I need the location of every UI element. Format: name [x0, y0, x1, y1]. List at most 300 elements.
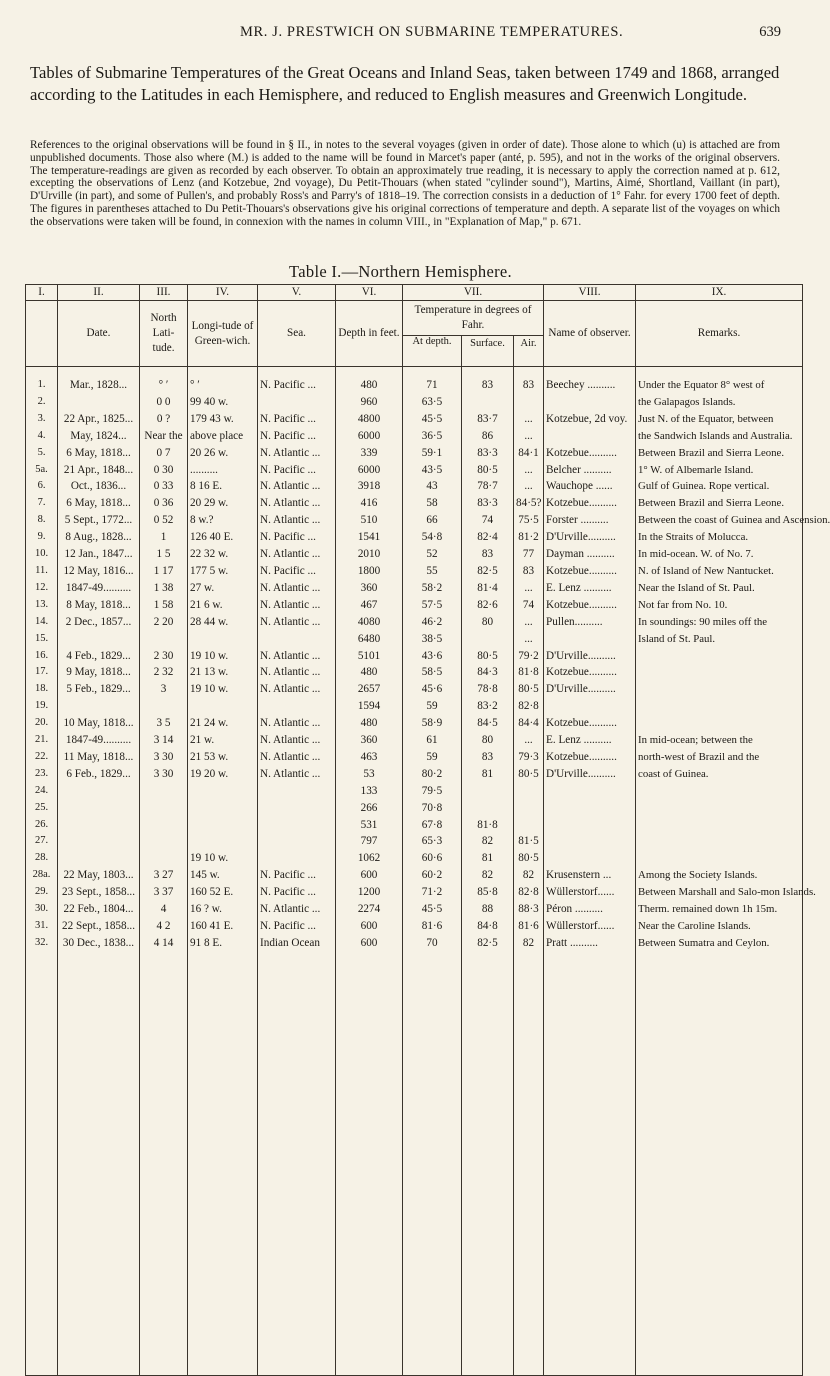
- sea-cell: N. Atlantic ...: [258, 766, 336, 783]
- remarks-cell: Among the Society Islands.: [636, 867, 803, 884]
- date-cell: [58, 783, 140, 800]
- depth-cell: 797: [336, 833, 403, 850]
- table-body: [26, 367, 830, 1376]
- temp-surface-cell: 82·5: [462, 935, 514, 1376]
- remarks-cell: Between Brazil and Sierra Leone.: [636, 495, 803, 512]
- latitude-cell: 4 2: [140, 918, 188, 935]
- temp-air-cell: [514, 817, 544, 834]
- sea-cell: N. Pacific ...: [258, 918, 336, 935]
- depth-cell: 2010: [336, 546, 403, 563]
- temp-air-cell: 83: [514, 563, 544, 580]
- row-number: 14.: [26, 614, 58, 631]
- observer-cell: Wauchope ......: [544, 478, 636, 495]
- remarks-cell: Near the Caroline Islands.: [636, 918, 803, 935]
- col-surface-label: Surface.: [462, 336, 514, 367]
- temp-at-depth-cell: 54·8: [403, 529, 462, 546]
- observer-cell: [544, 817, 636, 834]
- row-number: 1.: [26, 367, 58, 394]
- depth-cell: 360: [336, 732, 403, 749]
- row-number: 5.: [26, 445, 58, 462]
- temp-surface-cell: 82: [462, 833, 514, 850]
- temp-air-cell: 82: [514, 935, 544, 1376]
- temp-air-cell: [514, 800, 544, 817]
- temp-air-cell: 79·3: [514, 749, 544, 766]
- latitude-cell: 2 30: [140, 648, 188, 665]
- table-row: [26, 411, 803, 428]
- date-cell: May, 1824...: [58, 428, 140, 445]
- temp-at-depth-cell: 36·5: [403, 428, 462, 445]
- temp-surface-cell: 86: [462, 428, 514, 445]
- sea-cell: [258, 850, 336, 867]
- remarks-cell: Between Brazil and Sierra Leone.: [636, 445, 803, 462]
- col-no-label: [26, 301, 58, 367]
- temp-air-cell: 84·4: [514, 715, 544, 732]
- remarks-cell: In mid-ocean; between the: [636, 732, 803, 749]
- temp-air-cell: ...: [514, 428, 544, 445]
- temp-air-cell: 80·5: [514, 681, 544, 698]
- temp-surface-cell: 81: [462, 850, 514, 867]
- sea-cell: N. Atlantic ...: [258, 597, 336, 614]
- longitude-cell: 21 13 w.: [188, 664, 258, 681]
- temp-surface-cell: 78·8: [462, 681, 514, 698]
- table-row: [26, 428, 803, 445]
- temp-at-depth-cell: 58·5: [403, 664, 462, 681]
- temp-surface-cell: [462, 394, 514, 411]
- longitude-cell: 16 ? w.: [188, 901, 258, 918]
- depth-cell: 467: [336, 597, 403, 614]
- table-row: [26, 817, 803, 834]
- date-cell: [58, 631, 140, 648]
- depth-cell: 2274: [336, 901, 403, 918]
- table-row: [26, 867, 803, 884]
- longitude-cell: [188, 783, 258, 800]
- longitude-cell: 179 43 w.: [188, 411, 258, 428]
- table-row: [26, 698, 803, 715]
- longitude-cell: 91 8 E.: [188, 935, 258, 1376]
- temp-surface-cell: 83: [462, 367, 514, 394]
- depth-cell: 600: [336, 918, 403, 935]
- col-sea-label: Sea.: [258, 301, 336, 367]
- row-number: 26.: [26, 817, 58, 834]
- observer-cell: E. Lenz ..........: [544, 580, 636, 597]
- latitude-cell: 1 17: [140, 563, 188, 580]
- temp-at-depth-cell: 43: [403, 478, 462, 495]
- date-cell: 6 Feb., 1829...: [58, 766, 140, 783]
- depth-cell: 1200: [336, 884, 403, 901]
- table-row: [26, 766, 803, 783]
- row-number: 24.: [26, 783, 58, 800]
- sea-cell: [258, 698, 336, 715]
- remarks-cell: [636, 817, 803, 834]
- table-row: [26, 495, 803, 512]
- observer-cell: Forster ..........: [544, 512, 636, 529]
- observer-cell: D'Urville..........: [544, 648, 636, 665]
- depth-cell: 416: [336, 495, 403, 512]
- col-date-numeral: II.: [58, 285, 140, 301]
- table-row: [26, 884, 803, 901]
- table-row: [26, 749, 803, 766]
- table-row: [26, 681, 803, 698]
- temp-at-depth-cell: 70: [403, 935, 462, 1376]
- row-number: 21.: [26, 732, 58, 749]
- remarks-cell: Gulf of Guinea. Rope vertical.: [636, 478, 803, 495]
- date-cell: Mar., 1828...: [58, 367, 140, 394]
- longitude-cell: 27 w.: [188, 580, 258, 597]
- remarks-cell: [636, 800, 803, 817]
- longitude-cell: 21 6 w.: [188, 597, 258, 614]
- remarks-cell: [636, 715, 803, 732]
- table-row: [26, 732, 803, 749]
- temp-surface-cell: 82·4: [462, 529, 514, 546]
- table-row: [26, 445, 803, 462]
- date-cell: 22 Feb., 1804...: [58, 901, 140, 918]
- observer-cell: D'Urville..........: [544, 766, 636, 783]
- temp-at-depth-cell: 38·5: [403, 631, 462, 648]
- row-number: 17.: [26, 664, 58, 681]
- latitude-cell: 1 5: [140, 546, 188, 563]
- longitude-cell: [188, 817, 258, 834]
- date-cell: 6 May, 1818...: [58, 445, 140, 462]
- sea-cell: N. Atlantic ...: [258, 681, 336, 698]
- row-number: 28.: [26, 850, 58, 867]
- date-cell: 1847-49..........: [58, 580, 140, 597]
- temp-air-cell: 79·2: [514, 648, 544, 665]
- depth-cell: 6000: [336, 462, 403, 479]
- latitude-cell: 3 30: [140, 766, 188, 783]
- remarks-cell: [636, 648, 803, 665]
- temp-air-cell: 82: [514, 867, 544, 884]
- temp-surface-cell: 80·5: [462, 462, 514, 479]
- row-number: 18.: [26, 681, 58, 698]
- table-row: [26, 783, 803, 800]
- longitude-cell: 22 32 w.: [188, 546, 258, 563]
- observer-cell: E. Lenz ..........: [544, 732, 636, 749]
- row-number: 13.: [26, 597, 58, 614]
- temp-at-depth-cell: 45·5: [403, 901, 462, 918]
- temp-air-cell: 75·5: [514, 512, 544, 529]
- longitude-cell: 19 10 w.: [188, 648, 258, 665]
- running-head: [0, 24, 801, 44]
- depth-cell: 531: [336, 817, 403, 834]
- sea-cell: [258, 817, 336, 834]
- table-row: [26, 648, 803, 665]
- row-number: 3.: [26, 411, 58, 428]
- longitude-cell: 21 53 w.: [188, 749, 258, 766]
- temperature-table: [25, 284, 830, 1376]
- temp-surface-cell: 80·5: [462, 648, 514, 665]
- temp-air-cell: ...: [514, 614, 544, 631]
- temp-at-depth-cell: 57·5: [403, 597, 462, 614]
- temp-surface-cell: 74: [462, 512, 514, 529]
- temp-air-cell: 80·5: [514, 766, 544, 783]
- date-cell: 12 May, 1816...: [58, 563, 140, 580]
- latitude-cell: [140, 698, 188, 715]
- latitude-cell: 3 30: [140, 749, 188, 766]
- col-lon-numeral: IV.: [188, 285, 258, 301]
- longitude-cell: 21 w.: [188, 732, 258, 749]
- remarks-cell: [636, 698, 803, 715]
- sea-cell: N. Atlantic ...: [258, 580, 336, 597]
- temp-air-cell: 74: [514, 597, 544, 614]
- sea-cell: N. Pacific ...: [258, 867, 336, 884]
- intro-paragraph: References to the original observations will be found in § II., in notes to the several voyages (given in order of date). Those alone to which (u) is attached are from unpublished documents. Those also where (M.) is added to the name will be found in Marcet's paper (anté, p. 595), and not in the works of the original observers. The temperature-readings are given as recorded by each observer. To obtain an approximately true reading, it is necessary to apply the correction named at p. 612, excepting the observations of Lenz (and Kotzebue, 2nd voyage), Du Petit-Thouars (when stated "cylinder sound"), Martins, Aimé, Shortland, Vaillant (in part), D'Urville (in part), and some of Pullen's, and probably Ross's and Parry's of 1818–19. The correction consists in a deduction of 1° Fahr. for every 1700 feet of depth. The figures in parentheses attached to Du Petit-Thouars's observations give his original corrections of temperature and depth. A separate list of the voyages on which the observations were taken will be found, in connexion with the names in column VIII., in "Explanation of Map," p. 671.: [30, 139, 780, 228]
- temp-surface-cell: 78·7: [462, 478, 514, 495]
- temp-surface-cell: [462, 800, 514, 817]
- date-cell: 8 Aug., 1828...: [58, 529, 140, 546]
- depth-cell: 6000: [336, 428, 403, 445]
- temp-at-depth-cell: 46·2: [403, 614, 462, 631]
- remarks-cell: [636, 681, 803, 698]
- observer-cell: Pullen..........: [544, 614, 636, 631]
- temp-surface-cell: 83: [462, 546, 514, 563]
- temp-air-cell: 83: [514, 367, 544, 394]
- depth-cell: 4800: [336, 411, 403, 428]
- remarks-cell: the Sandwich Islands and Australia.: [636, 428, 803, 445]
- table-row: [26, 546, 803, 563]
- latitude-cell: ° ′: [140, 367, 188, 394]
- temp-air-cell: ...: [514, 631, 544, 648]
- remarks-cell: In soundings: 90 miles off the: [636, 614, 803, 631]
- temp-air-cell: 82·8: [514, 884, 544, 901]
- temp-air-cell: ...: [514, 478, 544, 495]
- temp-surface-cell: 83·3: [462, 495, 514, 512]
- row-number: 2.: [26, 394, 58, 411]
- row-number: 31.: [26, 918, 58, 935]
- temp-air-cell: 81·6: [514, 918, 544, 935]
- observer-cell: D'Urville..........: [544, 681, 636, 698]
- date-cell: 11 May, 1818...: [58, 749, 140, 766]
- temp-air-cell: ...: [514, 732, 544, 749]
- row-number: 11.: [26, 563, 58, 580]
- latitude-cell: 3 37: [140, 884, 188, 901]
- page-number: 639: [759, 24, 781, 40]
- table-row: [26, 580, 803, 597]
- temp-surface-cell: 83·3: [462, 445, 514, 462]
- row-number: 10.: [26, 546, 58, 563]
- latitude-cell: 3 27: [140, 867, 188, 884]
- date-cell: 8 May, 1818...: [58, 597, 140, 614]
- temp-surface-cell: [462, 631, 514, 648]
- temp-surface-cell: 81·8: [462, 817, 514, 834]
- temp-surface-cell: 82: [462, 867, 514, 884]
- row-number: 5a.: [26, 462, 58, 479]
- remarks-cell: N. of Island of New Nantucket.: [636, 563, 803, 580]
- date-cell: 4 Feb., 1829...: [58, 648, 140, 665]
- observer-cell: Krusenstern ...: [544, 867, 636, 884]
- table-row: [26, 394, 803, 411]
- table-row: [26, 935, 803, 1376]
- row-number: 27.: [26, 833, 58, 850]
- row-number: 30.: [26, 901, 58, 918]
- col-temp-label: Temperature in degrees of Fahr.: [403, 301, 544, 336]
- sea-cell: N. Atlantic ...: [258, 732, 336, 749]
- date-cell: [58, 850, 140, 867]
- remarks-cell: Under the Equator 8° west of: [636, 367, 803, 394]
- col-depth-numeral: VI.: [336, 285, 403, 301]
- sea-cell: N. Pacific ...: [258, 884, 336, 901]
- date-cell: 5 Sept., 1772...: [58, 512, 140, 529]
- remarks-cell: [636, 833, 803, 850]
- remarks-cell: Between Marshall and Salo-mon Islands.: [636, 884, 803, 901]
- temp-at-depth-cell: 60·2: [403, 867, 462, 884]
- row-number: 8.: [26, 512, 58, 529]
- temp-at-depth-cell: 65·3: [403, 833, 462, 850]
- longitude-cell: 19 10 w.: [188, 681, 258, 698]
- col-no-numeral: I.: [26, 285, 58, 301]
- temp-surface-cell: 81: [462, 766, 514, 783]
- sea-cell: [258, 800, 336, 817]
- date-cell: 1847-49..........: [58, 732, 140, 749]
- sea-cell: N. Atlantic ...: [258, 495, 336, 512]
- temp-at-depth-cell: 67·8: [403, 817, 462, 834]
- temp-at-depth-cell: 43·5: [403, 462, 462, 479]
- date-cell: 21 Apr., 1848...: [58, 462, 140, 479]
- longitude-cell: [188, 631, 258, 648]
- longitude-cell: ° ′: [188, 367, 258, 394]
- depth-cell: 1541: [336, 529, 403, 546]
- longitude-cell: 99 40 w.: [188, 394, 258, 411]
- remarks-cell: Not far from No. 10.: [636, 597, 803, 614]
- row-number: 20.: [26, 715, 58, 732]
- date-cell: 22 Sept., 1858...: [58, 918, 140, 935]
- observer-cell: Kotzebue..........: [544, 445, 636, 462]
- observer-cell: D'Urville..........: [544, 529, 636, 546]
- longitude-cell: 19 10 w.: [188, 850, 258, 867]
- longitude-cell: [188, 833, 258, 850]
- row-number: 16.: [26, 648, 58, 665]
- table-row: [26, 512, 803, 529]
- table-row: [26, 833, 803, 850]
- latitude-cell: 0 52: [140, 512, 188, 529]
- temp-surface-cell: 83: [462, 749, 514, 766]
- running-head-title: MR. J. PRESTWICH ON SUBMARINE TEMPERATURES.: [240, 24, 624, 40]
- temp-at-depth-cell: 71: [403, 367, 462, 394]
- date-cell: [58, 817, 140, 834]
- longitude-cell: [188, 800, 258, 817]
- table-row: [26, 631, 803, 648]
- col-lat-label: North Lati-tude.: [140, 301, 188, 367]
- sea-cell: N. Pacific ...: [258, 462, 336, 479]
- longitude-cell: 145 w.: [188, 867, 258, 884]
- temp-at-depth-cell: 45·5: [403, 411, 462, 428]
- temp-air-cell: [514, 394, 544, 411]
- sea-cell: N. Atlantic ...: [258, 664, 336, 681]
- observer-cell: [544, 850, 636, 867]
- depth-cell: 266: [336, 800, 403, 817]
- latitude-cell: 4: [140, 901, 188, 918]
- depth-cell: 463: [336, 749, 403, 766]
- row-number: 7.: [26, 495, 58, 512]
- temp-at-depth-cell: 58·2: [403, 580, 462, 597]
- observer-cell: Kotzebue..........: [544, 749, 636, 766]
- observer-cell: [544, 698, 636, 715]
- table-row: [26, 614, 803, 631]
- longitude-cell: [188, 698, 258, 715]
- date-cell: [58, 394, 140, 411]
- date-cell: [58, 698, 140, 715]
- temp-at-depth-cell: 61: [403, 732, 462, 749]
- row-number: 29.: [26, 884, 58, 901]
- temp-at-depth-cell: 59: [403, 698, 462, 715]
- header-row-labels: [26, 301, 803, 336]
- latitude-cell: 1 38: [140, 580, 188, 597]
- remarks-cell: Island of St. Paul.: [636, 631, 803, 648]
- remarks-cell: Between the coast of Guinea and Ascension.: [636, 512, 803, 529]
- row-number: 25.: [26, 800, 58, 817]
- sea-cell: N. Atlantic ...: [258, 901, 336, 918]
- latitude-cell: 1: [140, 529, 188, 546]
- col-observer-numeral: VIII.: [544, 285, 636, 301]
- temp-air-cell: 81·5: [514, 833, 544, 850]
- temp-at-depth-cell: 55: [403, 563, 462, 580]
- remarks-cell: north-west of Brazil and the: [636, 749, 803, 766]
- depth-cell: 4080: [336, 614, 403, 631]
- depth-cell: 3918: [336, 478, 403, 495]
- table-row: [26, 563, 803, 580]
- observer-cell: Péron ..........: [544, 901, 636, 918]
- latitude-cell: 3 14: [140, 732, 188, 749]
- temp-surface-cell: 80: [462, 614, 514, 631]
- remarks-cell: In the Straits of Molucca.: [636, 529, 803, 546]
- observer-cell: Dayman ..........: [544, 546, 636, 563]
- depth-cell: 53: [336, 766, 403, 783]
- temp-surface-cell: [462, 783, 514, 800]
- depth-cell: 960: [336, 394, 403, 411]
- date-cell: [58, 833, 140, 850]
- row-number: 6.: [26, 478, 58, 495]
- latitude-cell: [140, 800, 188, 817]
- date-cell: 9 May, 1818...: [58, 664, 140, 681]
- longitude-cell: 160 52 E.: [188, 884, 258, 901]
- temp-surface-cell: 83·2: [462, 698, 514, 715]
- latitude-cell: 0 ?: [140, 411, 188, 428]
- row-number: 15.: [26, 631, 58, 648]
- sea-cell: N. Atlantic ...: [258, 478, 336, 495]
- depth-cell: 480: [336, 715, 403, 732]
- col-temp-numeral: VII.: [403, 285, 544, 301]
- latitude-cell: 3 5: [140, 715, 188, 732]
- temp-air-cell: 81·2: [514, 529, 544, 546]
- sea-cell: N. Pacific ...: [258, 367, 336, 394]
- sea-cell: N. Atlantic ...: [258, 749, 336, 766]
- latitude-cell: Near the: [140, 428, 188, 445]
- table-row: [26, 478, 803, 495]
- date-cell: 30 Dec., 1838...: [58, 935, 140, 1376]
- col-observer-label: Name of observer.: [544, 301, 636, 367]
- temp-surface-cell: 80: [462, 732, 514, 749]
- observer-cell: Belcher ..........: [544, 462, 636, 479]
- temp-at-depth-cell: 43·6: [403, 648, 462, 665]
- depth-cell: 133: [336, 783, 403, 800]
- observer-cell: Wüllerstorf......: [544, 918, 636, 935]
- date-cell: 22 Apr., 1825...: [58, 411, 140, 428]
- sea-cell: N. Pacific ...: [258, 529, 336, 546]
- remarks-cell: Near the Island of St. Paul.: [636, 580, 803, 597]
- sea-cell: [258, 394, 336, 411]
- temp-at-depth-cell: 70·8: [403, 800, 462, 817]
- observer-cell: Kotzebue..........: [544, 563, 636, 580]
- row-number: 9.: [26, 529, 58, 546]
- observer-cell: [544, 800, 636, 817]
- date-cell: 10 May, 1818...: [58, 715, 140, 732]
- row-number: 32.: [26, 935, 58, 1376]
- remarks-cell: Between Sumatra and Ceylon.: [636, 935, 803, 1376]
- table-row: [26, 918, 803, 935]
- remarks-cell: coast of Guinea.: [636, 766, 803, 783]
- temp-at-depth-cell: 63·5: [403, 394, 462, 411]
- sea-cell: Indian Ocean: [258, 935, 336, 1376]
- observer-cell: [544, 631, 636, 648]
